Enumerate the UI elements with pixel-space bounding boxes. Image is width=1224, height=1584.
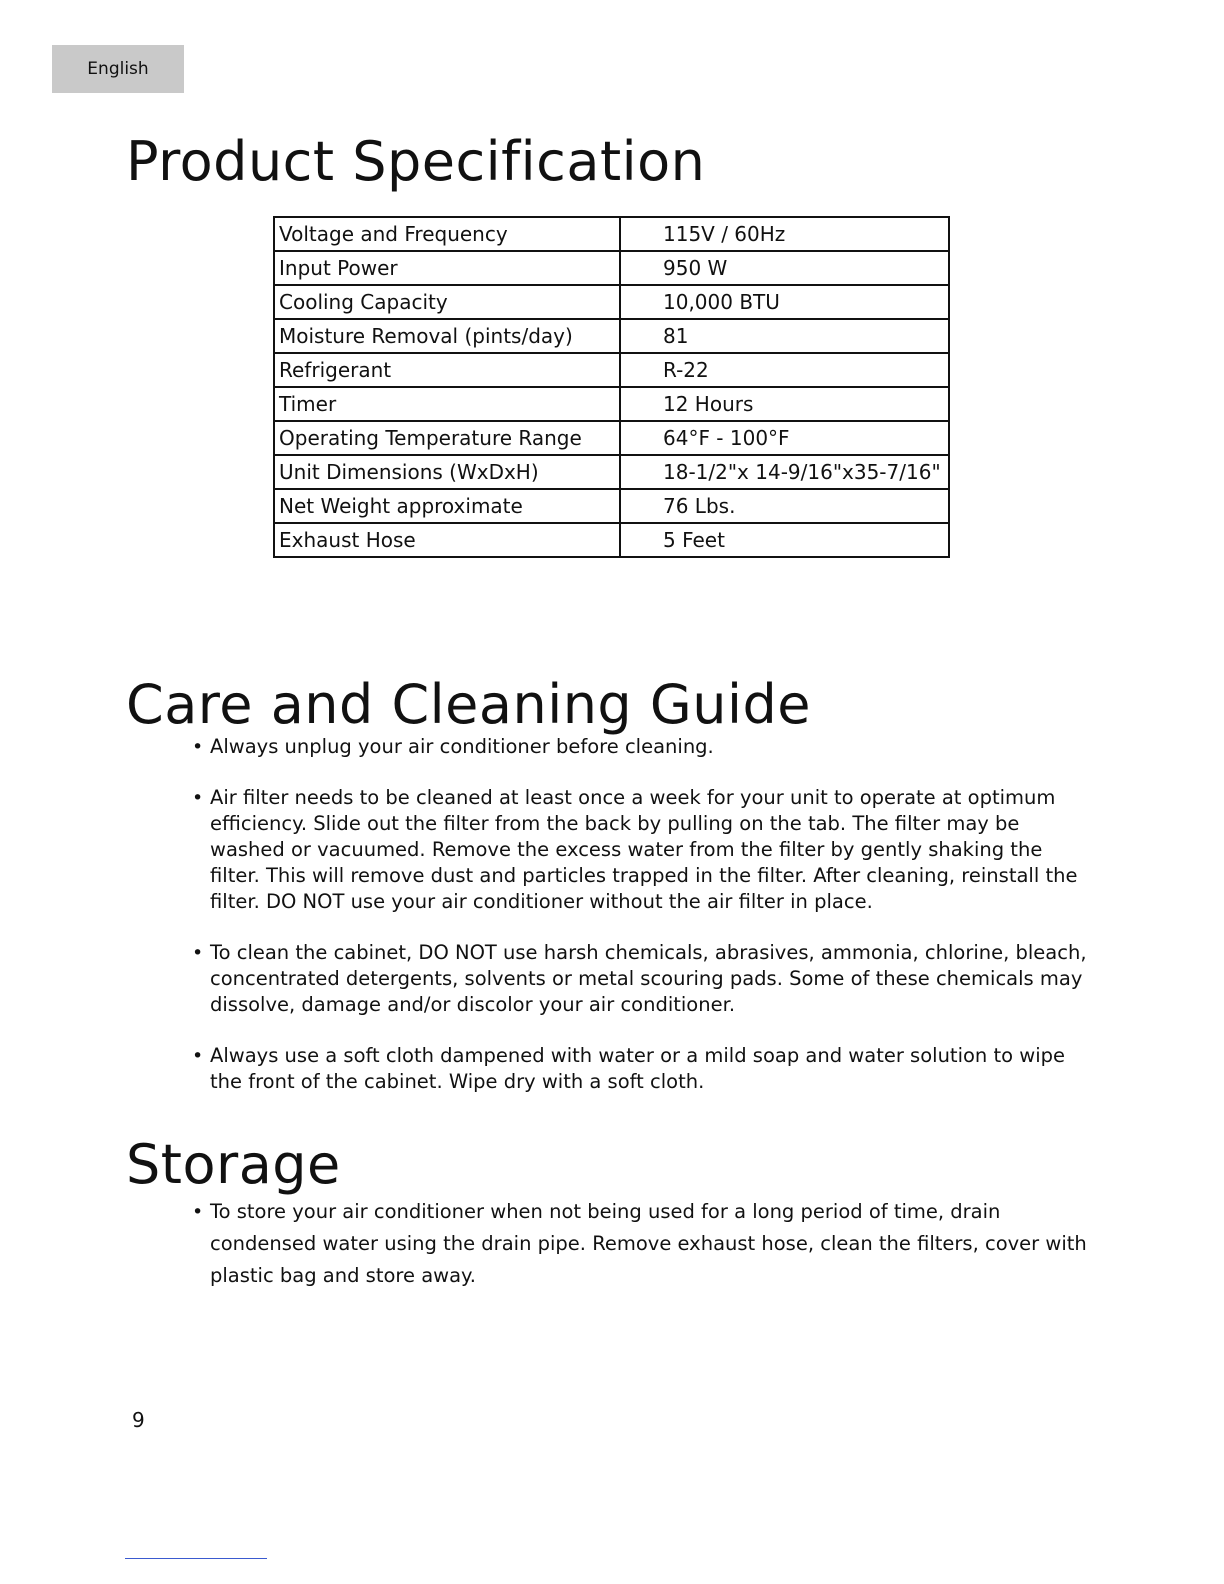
table-row xyxy=(274,489,949,523)
spec-value: R-22 xyxy=(620,353,949,387)
care-bullet-text: Always use a soft cloth dampened with water or a mild soap and water solution to wipe the front of the cabinet. Wipe dry with a soft cloth. xyxy=(210,1044,1065,1093)
product-specification-title: Product Specification xyxy=(126,130,706,193)
storage-bullet-text: To store your air conditioner when not being used for a long period of time, drain condensed water using the drain pipe. Remove exhaust hose, clean the filters, cover with plastic bag and store away. xyxy=(210,1200,1087,1287)
table-row xyxy=(274,455,949,489)
list-item xyxy=(190,785,1090,915)
care-bullet-list xyxy=(190,734,1090,1095)
list-item xyxy=(190,1196,1090,1292)
care-bullet-text: Air filter needs to be cleaned at least once a week for your unit to operate at optimum efficiency. Slide out the filter from the back by pulling on the tab. The filter may be washed or vacuumed. Remove the excess water from the filter by gently shaking the filter. This will remove dust and particles trapped in the filter. After cleaning, reinstall the filter. DO NOT use your air conditioner without the air filter in place. xyxy=(210,786,1078,913)
care-cleaning-title: Care and Cleaning Guide xyxy=(126,673,811,736)
footer-divider xyxy=(125,1558,267,1559)
spec-label: Moisture Removal (pints/day) xyxy=(274,319,620,353)
spec-label: Timer xyxy=(274,387,620,421)
table-row xyxy=(274,217,949,251)
spec-label: Cooling Capacity xyxy=(274,285,620,319)
spec-label: Input Power xyxy=(274,251,620,285)
list-item xyxy=(190,1043,1090,1095)
table-row xyxy=(274,421,949,455)
spec-label: Operating Temperature Range xyxy=(274,421,620,455)
spec-value: 115V / 60Hz xyxy=(620,217,949,251)
list-item xyxy=(190,734,1090,760)
spec-value: 76 Lbs. xyxy=(620,489,949,523)
spec-value: 10,000 BTU xyxy=(620,285,949,319)
bullet-icon: • xyxy=(192,942,204,964)
language-tab xyxy=(52,45,184,93)
bullet-icon: • xyxy=(192,1201,204,1223)
page-number: 9 xyxy=(132,1408,145,1432)
care-bullet-text: Always unplug your air conditioner before cleaning. xyxy=(210,735,714,758)
table-row xyxy=(274,319,949,353)
specification-table xyxy=(273,216,950,558)
spec-value: 81 xyxy=(620,319,949,353)
spec-value: 12 Hours xyxy=(620,387,949,421)
spec-value: 64°F - 100°F xyxy=(620,421,949,455)
spec-label: Refrigerant xyxy=(274,353,620,387)
care-bullet-text: To clean the cabinet, DO NOT use harsh chemicals, abrasives, ammonia, chlorine, bleach, concentrated detergents, solvents or metal scouring pads. Some of these chemicals may dissolve, damage and/or discolor your air conditioner. xyxy=(210,941,1087,1016)
spec-label: Net Weight approximate xyxy=(274,489,620,523)
table-row xyxy=(274,353,949,387)
table-row xyxy=(274,387,949,421)
list-item xyxy=(190,940,1090,1018)
storage-title: Storage xyxy=(126,1133,341,1196)
spec-value: 950 W xyxy=(620,251,949,285)
table-row xyxy=(274,285,949,319)
spec-label: Unit Dimensions (WxDxH) xyxy=(274,455,620,489)
spec-label: Exhaust Hose xyxy=(274,523,620,557)
bullet-icon: • xyxy=(192,736,204,758)
spec-value: 18-1/2"x 14-9/16"x35-7/16" xyxy=(620,455,949,489)
language-tab-label: English xyxy=(87,59,149,79)
bullet-icon: • xyxy=(192,1045,204,1067)
table-row xyxy=(274,523,949,557)
bullet-icon: • xyxy=(192,787,204,809)
spec-value: 5 Feet xyxy=(620,523,949,557)
storage-bullet-list xyxy=(190,1196,1090,1292)
table-row xyxy=(274,251,949,285)
spec-label: Voltage and Frequency xyxy=(274,217,620,251)
